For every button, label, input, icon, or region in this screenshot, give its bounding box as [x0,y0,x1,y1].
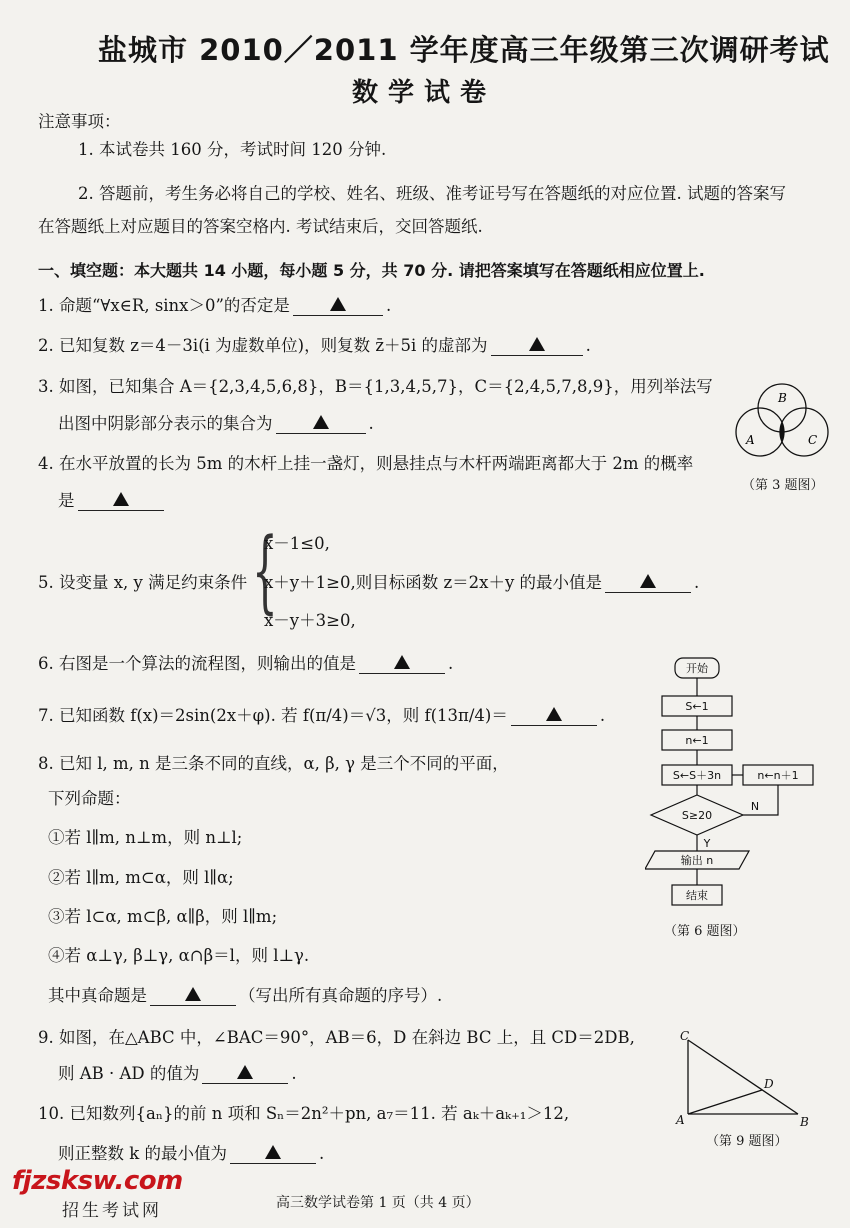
answer-blank[interactable] [359,654,445,674]
proposition-4: ④若 α⊥γ, β⊥γ, α∩β＝l，则 l⊥γ. [48,946,310,965]
site-logo: fjzsksw.com [12,1166,183,1196]
flowchart [645,655,820,915]
question-3-text: 出图中阴影部分表示的集合为 [58,414,273,433]
answer-blank[interactable] [276,414,366,434]
question-1: 1. 命题“∀x∈R, sinx＞0”的否定是 . [38,296,392,315]
answer-blank[interactable] [491,336,583,356]
triangle-caption: （第 9 题图） [706,1134,788,1149]
flowchart-caption: （第 6 题图） [664,924,746,939]
venn-diagram [734,378,830,470]
flow-start: 开始 [686,662,708,675]
answer-blank[interactable] [605,573,691,593]
constraint-1: x－1≤0, [264,534,330,553]
site-logo-text: 招生考试网 [62,1201,162,1221]
question-8 [48,982,442,1006]
question-6: 6. 右图是一个算法的流程图，则输出的值是 . [38,654,454,673]
triangle-icon [113,492,129,506]
answer-blank[interactable] [511,706,597,726]
flow-n-update: n←n＋1 [757,769,799,782]
triangle-icon [265,1145,281,1159]
flow-condition: S≥20 [681,809,713,822]
triangle-label-b: B [800,1115,809,1128]
venn-caption: （第 3 题图） [742,478,824,493]
answer-blank[interactable] [150,986,236,1006]
flow-end: 结束 [686,889,708,902]
exam-title: 盐城市 2010／2011 学年度高三年级第三次调研考试 [98,33,830,67]
notice-item-2a: 2. 答题前，考生务必将自己的学校、姓名、班级、准考证号写在答题纸的对应位置. 试题的答案写 [78,184,786,203]
notice-item-1: 1. 本试卷共 160 分，考试时间 120 分钟. [78,140,387,159]
answer-blank[interactable] [293,296,383,316]
triangle-icon [394,655,410,669]
venn-label-a: A [746,433,755,447]
section-heading: 一、填空题：本大题共 14 小题，每小题 5 分，共 70 分. 请把答案填写在答题纸相应位置上. [38,261,705,280]
notice-item-2b: 在答题纸上对应题目的答案空格内. 考试结束后，交回答题纸. [38,217,483,236]
triangle-label-a: A [676,1113,685,1127]
question-7-text: 7. 已知函数 f(x)＝2sin(2x＋φ). 若 f(π/4)＝√3，则 f(13π/4)＝ [38,706,508,725]
flow-s-update: S←S＋3n [672,769,722,782]
question-7: 7. 已知函数 f(x)＝2sin(2x＋φ). 若 f(π/4)＝√3，则 f(13π/4)＝ . [38,706,606,725]
question-4-line-1: 4. 在水平放置的长为 5m 的木杆上挂一盏灯，则悬挂点与木杆两端距离都大于 2m 的概率 [38,454,694,473]
proposition-1: ①若 l∥m, n⊥m，则 n⊥l; [48,828,243,847]
question-1-text: 1. 命题“∀x∈R, sinx＞0”的否定是 [38,296,290,315]
question-10: 则正整数 k 的最小值为 . [58,1144,325,1163]
triangle-icon [640,574,656,588]
question-2: 2. 已知复数 z＝4－3i(i 为虚数单位)，则复数 z̄＋5i 的虚部为 . [38,336,591,355]
triangle-icon [546,707,562,721]
constraint-3: x－y＋3≥0, [264,611,356,630]
triangle-icon [529,337,545,351]
venn-label-b: B [778,391,787,405]
triangle-icon [330,297,346,311]
question-2-text: 2. 已知复数 z＝4－3i(i 为虚数单位)，则复数 z̄＋5i 的虚部为 [38,336,488,355]
question-8-note: （写出所有真命题的序号）. [239,986,443,1005]
flow-output: 输出 n [680,854,714,867]
answer-blank[interactable] [230,1144,316,1164]
question-9-line-1: 9. 如图，在△ABC 中，∠BAC＝90°，AB＝6，D 在斜边 BC 上，且 CD＝2DB, [38,1028,635,1047]
question-10-line-1: 10. 已知数列{aₙ}的前 n 项和 Sₙ＝2n²＋pn, a₇＝11. 若 aₖ＋aₖ₊₁＞12, [38,1104,570,1123]
proposition-3: ③若 l⊂α, m⊂β, α∥β，则 l∥m; [48,907,278,926]
triangle-icon [185,987,201,1001]
brace: { [252,519,278,624]
question-3: 出图中阴影部分表示的集合为 . [58,414,374,433]
question-6-text: 6. 右图是一个算法的流程图，则输出的值是 [38,654,356,673]
answer-blank[interactable] [78,491,164,511]
question-9: 则 AB · AD 的值为 . [58,1064,297,1083]
flow-n-init: n←1 [685,734,709,747]
triangle-label-d: D [764,1077,774,1091]
page-footer: 高三数学试卷第 1 页（共 4 页） [276,1195,480,1211]
question-5-lead: 5. 设变量 x, y 满足约束条件 [38,573,248,592]
answer-blank[interactable] [202,1064,288,1084]
flow-yes-label: Y [703,837,711,850]
notice-heading: 注意事项： [38,112,121,131]
triangle-figure [670,1028,820,1128]
question-4-text: 是 [58,491,75,510]
constraint-2: x＋y＋1≥0, [264,573,356,592]
question-8-line-2: 下列命题： [48,789,131,808]
question-10-text: 则正整数 k 的最小值为 [58,1144,227,1163]
triangle-icon [313,415,329,429]
question-5: x＋y＋1≥0,则目标函数 z＝2x＋y 的最小值是 . [264,573,700,592]
exam-subtitle: 数学试卷 [352,78,497,108]
question-9-text: 则 AB · AD 的值为 [58,1064,200,1083]
question-4 [58,487,167,511]
flow-s-init: S←1 [685,700,709,713]
triangle-icon [237,1065,253,1079]
question-5-text: 则目标函数 z＝2x＋y 的最小值是 [355,573,603,592]
question-8-text: 其中真命题是 [48,986,147,1005]
venn-label-c: C [808,433,818,447]
proposition-2: ②若 l∥m, m⊂α，则 l∥α; [48,868,234,887]
question-8-line-1: 8. 已知 l, m, n 是三条不同的直线，α, β, γ 是三个不同的平面， [38,754,509,773]
triangle-label-c: C [680,1029,690,1043]
question-3-line-1: 3. 如图，已知集合 A＝{2,3,4,5,6,8}，B＝{1,3,4,5,7}，C＝{2,4,5,7,8,9}，用列举法写 [38,377,713,396]
flow-no-label: N [750,800,760,813]
